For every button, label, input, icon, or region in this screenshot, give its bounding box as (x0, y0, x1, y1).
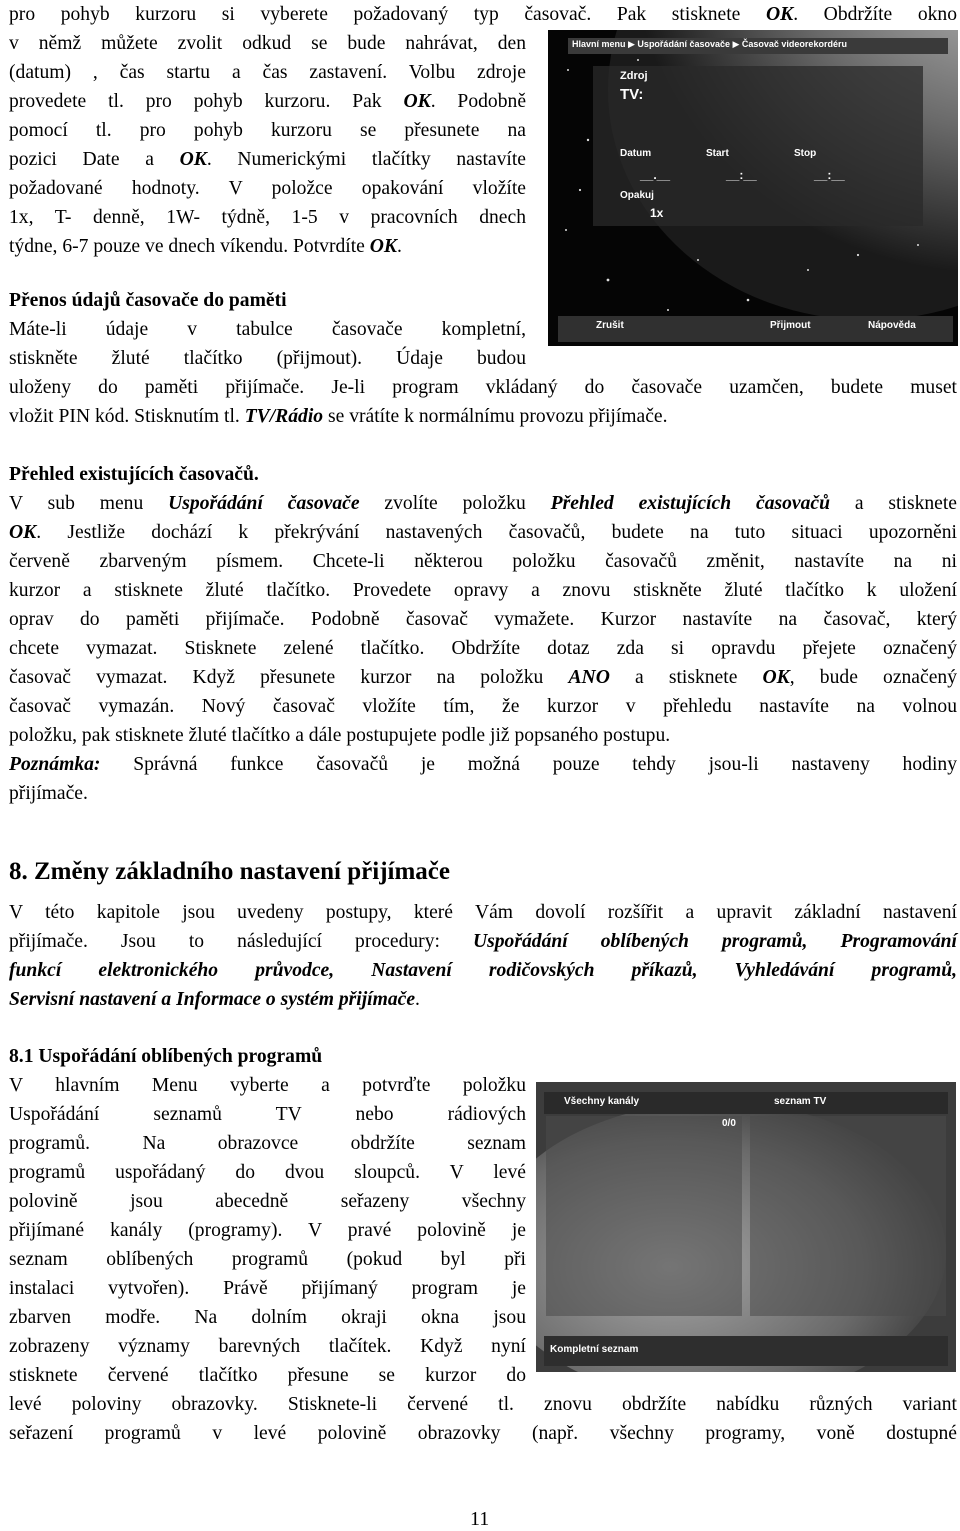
channel-screen-background (536, 1082, 956, 1372)
text-line: V sub menu Uspořádání časovače zvolíte položku Přehled existujících časovačů a stisknete (9, 493, 957, 514)
date-label: Datum (620, 148, 652, 159)
text-line: červeně zbarveným písmem. Chcete-li některou položku časovačů změnit, nastavíte na ni (9, 551, 957, 572)
text-line: (datum) , čas startu a čas zastavení. Volbu zdroje (9, 62, 526, 83)
repeat-label: Opakuj (620, 190, 654, 201)
text-line: programů uspořádaný do dvou sloupců. V levé (9, 1162, 526, 1183)
text-line: instalaci vytvořen). Právě přijímaný program je (9, 1278, 526, 1299)
text-line: polovině jsou abecedně seřazeny všechny (9, 1191, 526, 1212)
text-line: 1x, T- denně, 1W- týdně, 1-5 v pracovních dnech (9, 207, 526, 228)
source-value: TV: (620, 86, 644, 103)
text-line: chcete vymazat. Stisknete zelené tlačítko. Obdržíte dotaz zda si opravdu přejete označený (9, 638, 957, 659)
prenos-section (9, 286, 526, 373)
chapter8-paragraph (9, 898, 957, 1014)
text-line: Servisní nastavení a Informace o systém přijímače. (9, 989, 420, 1010)
prehled-section (9, 460, 957, 808)
help-button[interactable]: Nápověda (868, 320, 916, 331)
section81-cont (9, 1390, 957, 1448)
section81 (9, 1042, 526, 1390)
intro-paragraph-wrapped (9, 29, 526, 261)
text-line: vložit PIN kód. Stisknutím tl. TV/Rádio se vrátíte k normálnímu provozu přijímače. (9, 406, 668, 427)
text-line: kurzor a stisknete žluté tlačítko. Provedete opravy a znovu stiskněte žluté tlačítko k uložení (9, 580, 957, 601)
text-line: oprav do paměti přijímače. Podobně časovač vymažete. Kurzor nastavíte na časovač, který (9, 609, 957, 630)
prenos-section-cont (9, 373, 957, 431)
text-line: stiskněte žluté tlačítko (přijmout). Údaje budou (9, 348, 526, 369)
text-line: pozici Date a OK. Numerickými tlačítky nastavíte (9, 149, 526, 170)
all-channels-tab[interactable]: Všechny kanály (564, 1096, 640, 1107)
text-line: seřazení programů v levé polovině obrazovky (např. všechny programy, voně dostupné (9, 1423, 957, 1444)
text-line: zbarven modře. Na dolním okraji okna jsou (9, 1307, 526, 1328)
text-line: Uspořádání seznamů TV nebo rádiových (9, 1104, 526, 1125)
text-line: časovač vymazat. Když přesunete kurzor na položku ANO a stisknete OK, bude označený (9, 667, 957, 688)
text-line: funkcí elektronického průvodce, Nastavení rodičovských příkazů, Vyhledávání programů, (9, 960, 957, 981)
accept-button[interactable]: Přijmout (770, 320, 811, 331)
channel-list-screenshot (536, 1082, 956, 1372)
text-line: přijímané kanály (programy). V pravé polovině je (9, 1220, 526, 1241)
text-line: zobrazeny významy barevných tlačítek. Když nyní (9, 1336, 526, 1357)
date-field[interactable]: __.__ (640, 168, 671, 182)
stop-label: Stop (794, 148, 817, 159)
cancel-button[interactable]: Zrušit (596, 320, 624, 331)
text-line: přijímače. (9, 783, 88, 804)
page-number: 11 (470, 1508, 490, 1530)
section-heading: Přenos údajů časovače do paměti (9, 290, 287, 311)
timer-screenshot (548, 30, 958, 346)
repeat-field[interactable]: 1x (650, 206, 664, 220)
text-line: programů. Na obrazovce obdržíte seznam (9, 1133, 526, 1154)
text-line: provedete tl. pro pohyb kurzoru. Pak OK. Podobně (9, 91, 527, 112)
channel-count: 0/0 (722, 1118, 736, 1129)
start-field[interactable]: __:__ (726, 168, 757, 182)
text-line: OK. Jestliže dochází k překrývání nastavených časovačů, budete na tuto situaci upozorněni (9, 522, 957, 543)
text-line: v němž můžete zvolit odkud se bude nahrávat, den (9, 33, 526, 54)
section-heading: Přehled existujících časovačů. (9, 464, 259, 485)
source-label: Zdroj (620, 70, 648, 82)
text-line: Poznámka: Správná funkce časovačů je možná pouze tehdy jsou-li nastaveny hodiny (9, 754, 957, 775)
space-background (548, 30, 958, 346)
stop-field[interactable]: __:__ (814, 168, 845, 182)
text-line: požadované hodnoty. V položce opakování vložíte (9, 178, 526, 199)
text-line: seznam oblíbených programů (pokud byl při (9, 1249, 526, 1270)
text-line: stisknete červené tlačítko přesune se kurzor do (9, 1365, 526, 1386)
section-heading: 8.1 Uspořádání oblíbených programů (9, 1046, 323, 1067)
text-line: položku, pak stisknete žluté tlačítko a dále postupujete podle již popsaného postupu. (9, 725, 671, 746)
text-line: pomocí tl. pro pohyb kurzoru se přesunete na (9, 120, 526, 141)
text-line: přijímače. Jsou to následující procedury: Uspořádání oblíbených programů, Programování (9, 931, 957, 952)
text-line: uloženy do paměti přijímače. Je-li program vkládaný do časovače uzamčen, budete muset (9, 377, 957, 398)
complete-list-button[interactable]: Kompletní seznam (550, 1344, 639, 1355)
intro-paragraph (9, 0, 957, 29)
text-line: Máte-li údaje v tabulce časovače kompletní, (9, 319, 526, 340)
menu-breadcrumb: Hlavní menu ▶ Uspořádání časovače ▶ Časovač videorekordéru (572, 39, 847, 49)
text-line: pro pohyb kurzoru si vyberete požadovaný typ časovač. Pak stisknete OK. Obdržíte okno (9, 4, 958, 25)
tv-list-tab[interactable]: seznam TV (774, 1096, 827, 1107)
text-line: levé poloviny obrazovky. Stisknete-li červené tl. znovu obdržíte nabídku různých variant (9, 1394, 957, 1415)
text-line: časovač vymazán. Nový časovač vložíte tím, že kurzor v přehledu nastavíte na volnou (9, 696, 957, 717)
text-line: V této kapitole jsou uvedeny postupy, které Vám dovolí rozšířit a upravit základní nastavení (9, 902, 957, 923)
start-label: Start (706, 148, 729, 159)
text-line: V hlavním Menu vyberte a potvrďte položku (9, 1075, 526, 1096)
text-line: týdne, 6-7 pouze ve dnech víkendu. Potvrdíte OK. (9, 236, 402, 257)
chapter-heading: 8. Změny základního nastavení přijímače (9, 858, 450, 885)
